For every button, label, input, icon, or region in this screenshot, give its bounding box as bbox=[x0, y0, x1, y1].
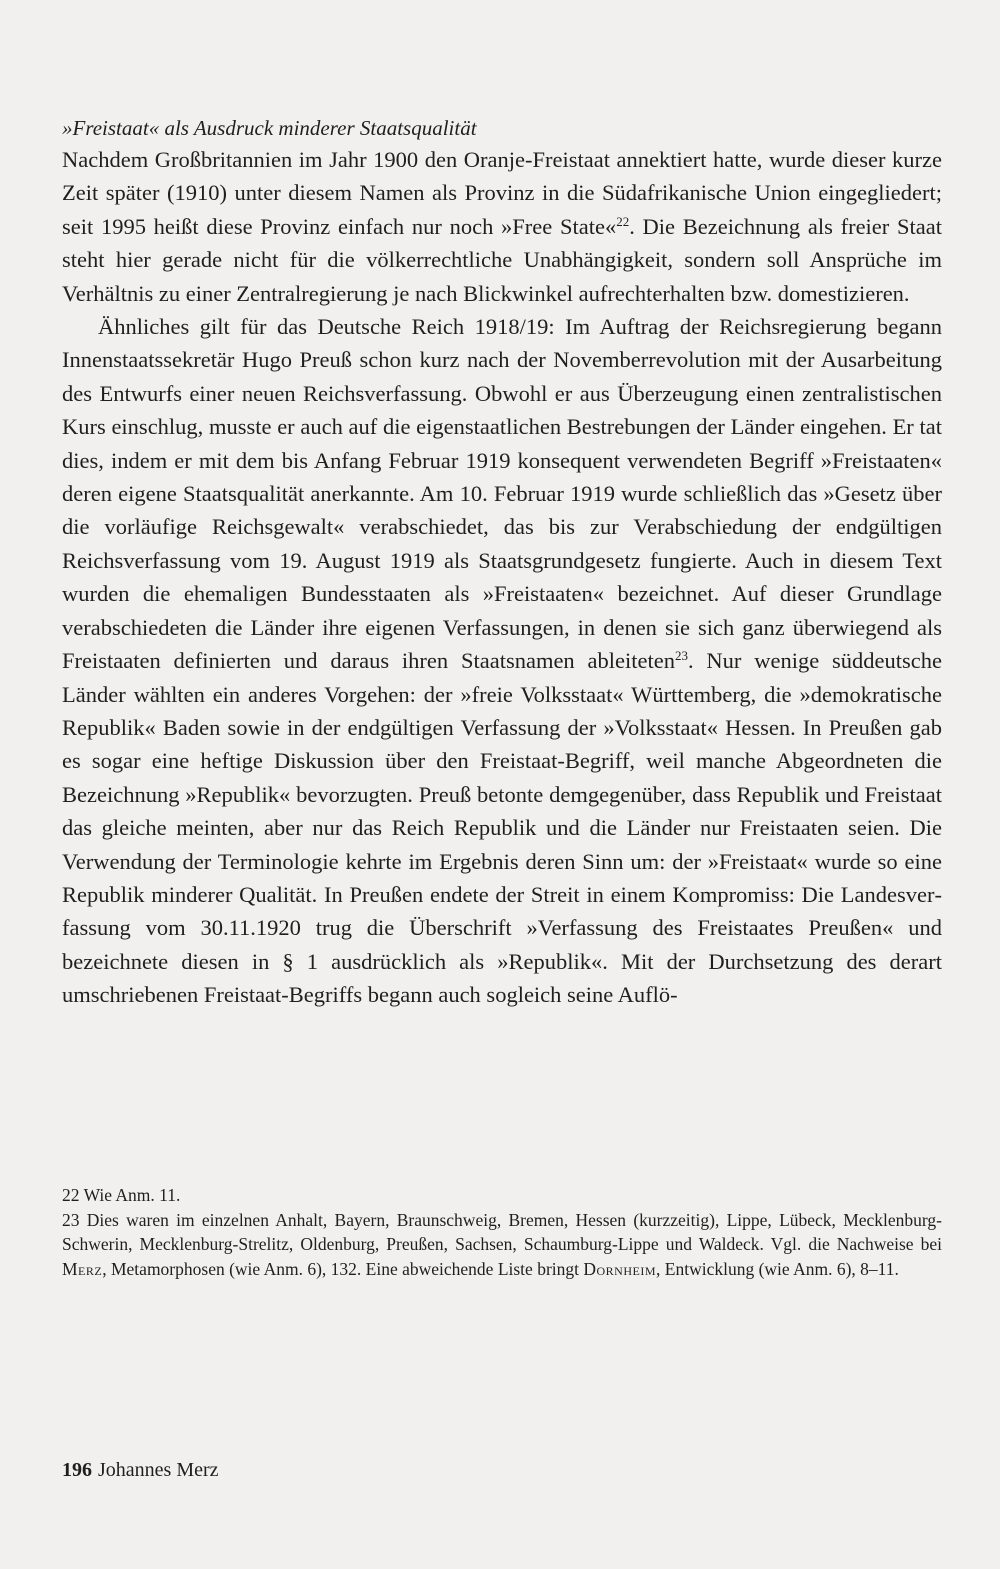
footnote-number: 22 bbox=[62, 1185, 80, 1205]
footnote-number: 23 bbox=[62, 1209, 80, 1230]
footnote-text: , Metamorphosen (wie Anm. 6), 132. Eine abweichende Liste bringt bbox=[102, 1258, 584, 1279]
paragraph bbox=[62, 310, 942, 1012]
section-heading: »Freistaat« als Ausdruck minderer Staatsqualität bbox=[62, 116, 477, 140]
paragraph-text: . Nur wenige süddeutsche Länder wählten ein anderes Vorgehen: der »freie Volksstaat« Württemberg, die »demokratische Republik« Baden sowie in der endgültigen Verfassung der »Volksstaat« Hessen. In Preußen gab es sogar eine heftige Diskussion über den Freistaat-Begriff, weil manche Abgeordneten die Bezeichnung »Republik« bevorzugten. Preuß betonte demgegenüber, dass Republik und Freistaat das gleiche meinten, aber nur das Reich Republik und die Länder nur Freistaaten seien. Die Verwendung der Terminologie kehrte im Ergebnis deren Sinn um: der »Freistaat« wurde so eine Republik minderer Qualität. In Preußen endete der Streit in einem Kompromiss: Die Landesverfassung vom 30.11.1920 trug die Überschrift »Verfassung des Freistaates Preußen« und bezeichnete diesen in § 1 ausdrücklich als »Republik«. Mit der Durchsetzung des derart umschriebenen Freistaat-Begriffs begann auch sogleich seine Auflö- bbox=[62, 648, 942, 1008]
page-number: 196 bbox=[62, 1459, 92, 1481]
paragraph-text: Ähnliches gilt für das Deutsche Reich 1918/19: Im Auftrag der Reichsregierung begann Innenstaatssekretär Hugo Preuß schon kurz nach der Novemberrevolution mit der Ausarbeitung des Entwurfs einer neuen Reichsverfassung. Obwohl er aus Überzeugung einen zentralistischen Kurs einschlug, musste er auch auf die eigenstaatlichen Bestrebungen der Länder eingehen. Er tat dies, indem er mit dem bis Anfang Februar 1919 konsequent verwendeten Begriff »Freistaaten« deren eigene Staatsqualität anerkannte. Am 10. Februar 1919 wurde schließlich das »Gesetz über die vorläufige Reichsgewalt« verabschiedet, das bis zur Verabschiedung der endgültigen Reichsverfassung vom 19. August 1919 als Staatsgrundgesetz fungierte. Auch in diesem Text wurden die ehemaligen Bundesstaaten als »Freistaaten« bezeichnet. Auf dieser Grundlage verabschiedeten die Länder ihre eigenen Verfassungen, in denen sie sich ganz überwiegend als Freistaaten definierten und daraus ihren Staatsnamen ableiteten bbox=[62, 314, 942, 674]
footnote-reference[interactable]: 23 bbox=[674, 648, 688, 664]
footnote-text: , Entwicklung (wie Anm. 6), 8–11. bbox=[656, 1258, 899, 1279]
footnotes bbox=[62, 1183, 942, 1281]
body-text bbox=[62, 143, 942, 1012]
footnote-text: Dies waren im einzelnen Anhalt, Bayern, Braunschweig, Bremen, Hessen (kurzzeitig), Lippe, Lübeck, Mecklenburg-Schwerin, Mecklenburg-Strelitz, Oldenburg, Preußen, Sachsen, Schaumburg-Lippe und Waldeck. Vgl. die Nachweise bei bbox=[62, 1209, 943, 1255]
paragraph-text: . Die Bezeichnung als freier Staat steht hier gerade nicht für die völkerrechtliche Unabhängigkeit, sondern soll Ansprüche im Verhältnis zu einer Zentralregierung je nach Blickwinkel aufrechterhalten bzw. domestizieren. bbox=[62, 213, 942, 306]
page-footer bbox=[62, 1457, 219, 1483]
paragraph bbox=[62, 143, 942, 310]
footnote-reference[interactable]: 22 bbox=[616, 213, 630, 229]
paragraph-text: Nachdem Großbritannien im Jahr 1900 den Oranje-Freistaat annektiert hatte, wurde dieser kurze Zeit später (1910) unter diesem Namen als Provinz in die Südafrikanische Union eingegliedert; seit 1995 heißt diese Provinz einfach nur noch »Free State« bbox=[62, 147, 942, 239]
running-author: Johannes Merz bbox=[98, 1459, 219, 1481]
author-name: Merz bbox=[62, 1258, 103, 1279]
footnote-text: Wie Anm. 11. bbox=[83, 1185, 181, 1205]
author-name: Dornheim bbox=[583, 1258, 657, 1279]
footnote bbox=[62, 1208, 942, 1282]
footnote bbox=[62, 1183, 942, 1208]
